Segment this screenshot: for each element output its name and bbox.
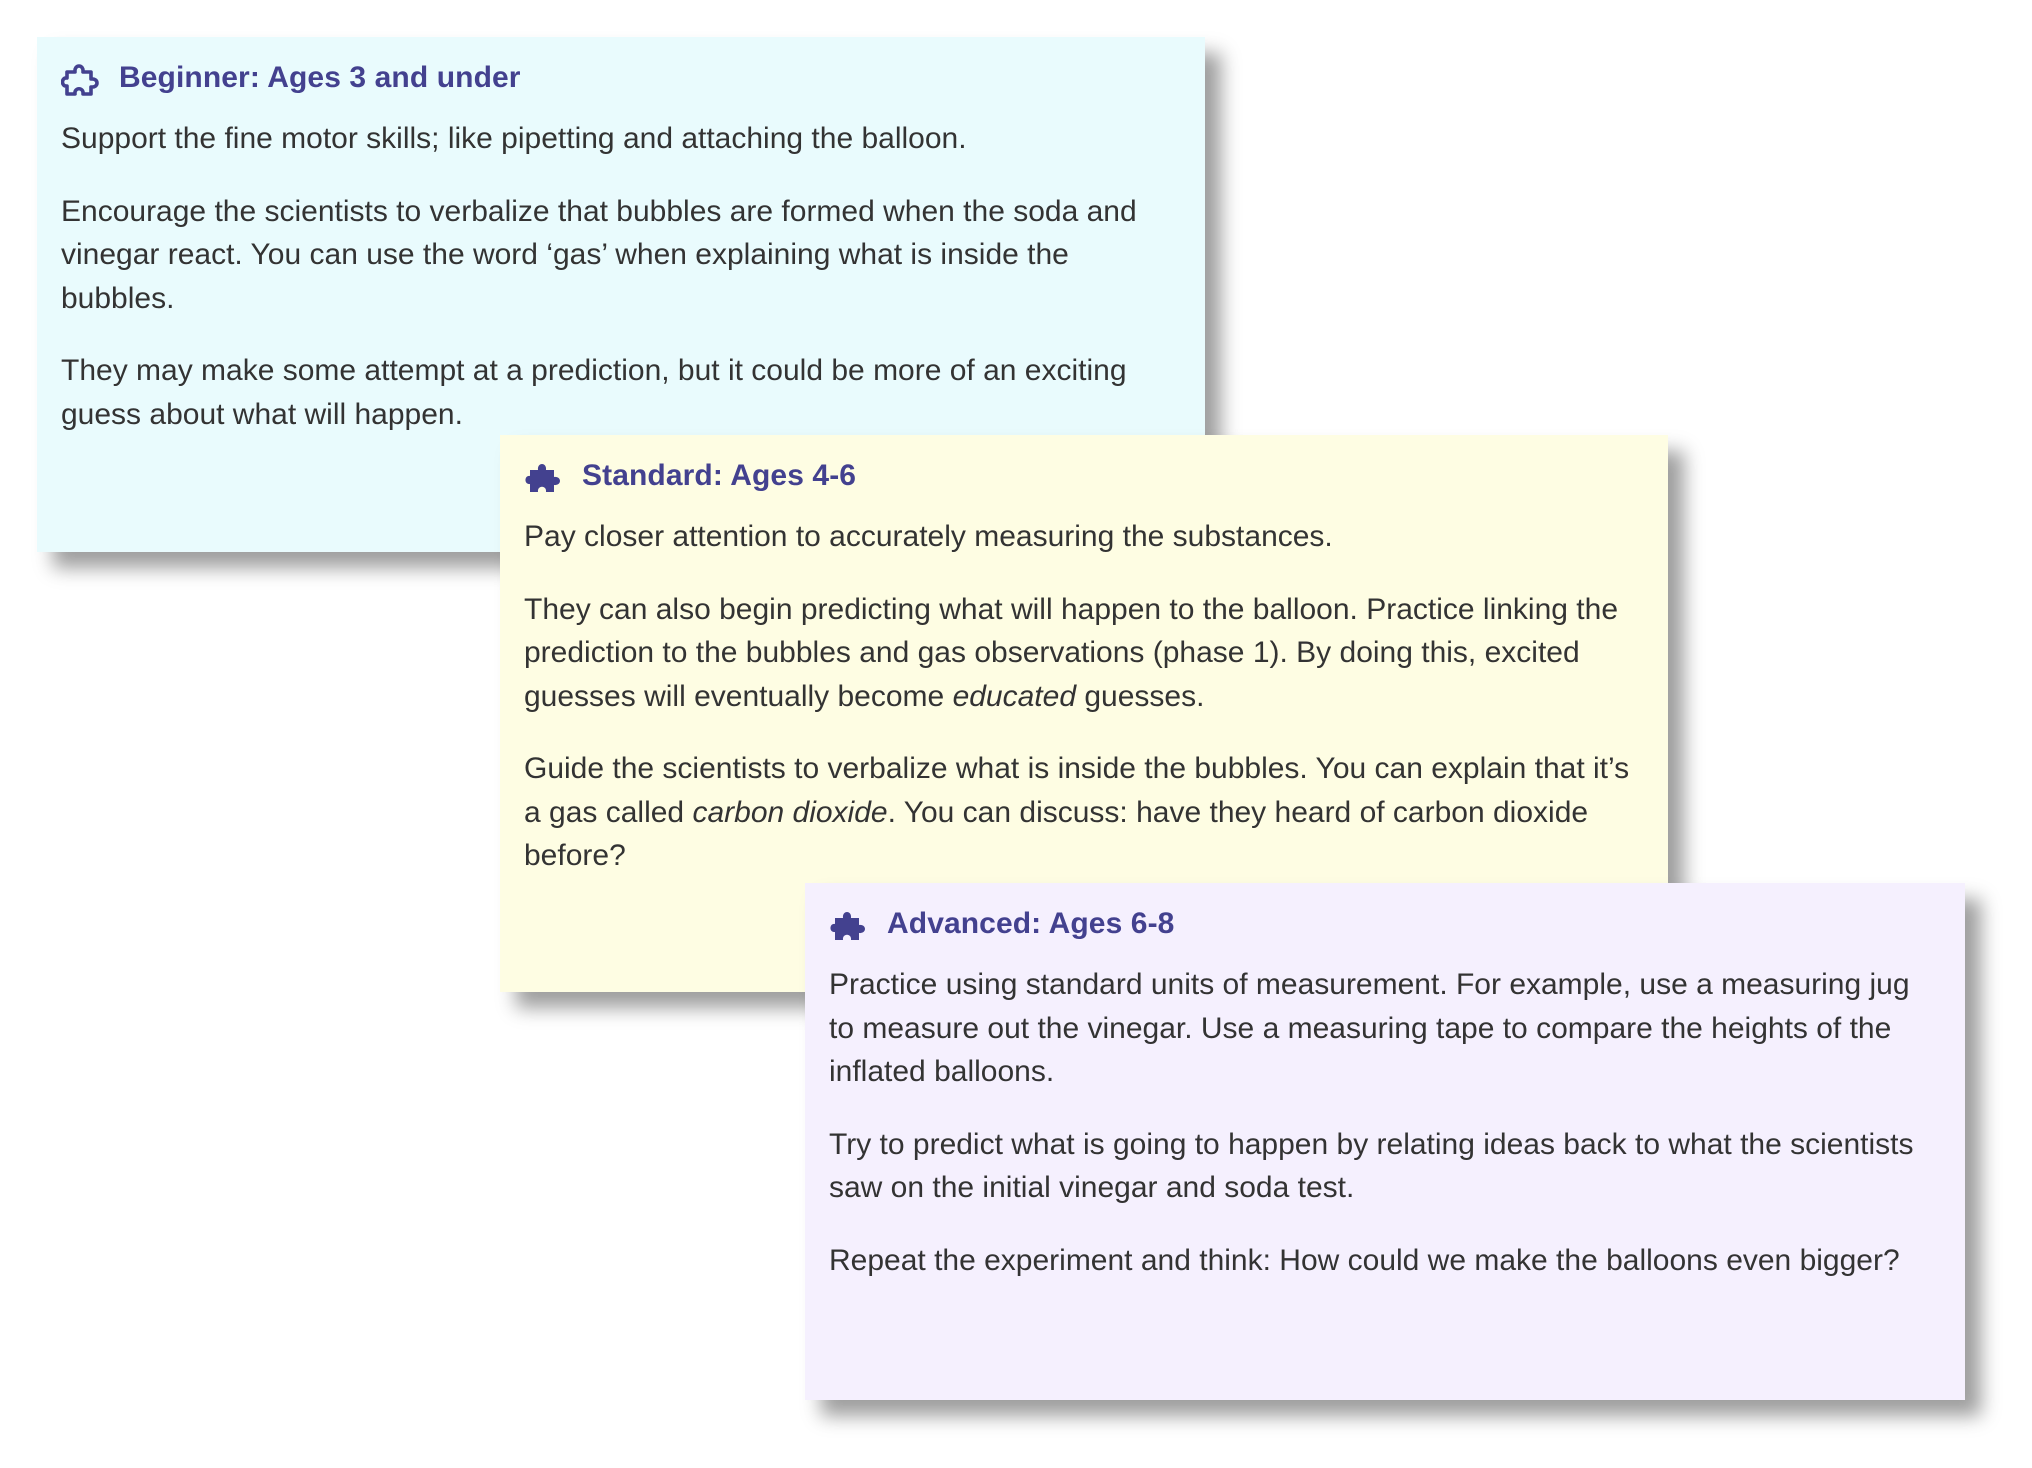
standard-paragraph: [524, 747, 1644, 878]
advanced-card-title: Advanced: Ages 6-8: [887, 907, 1175, 940]
standard-paragraph: Pay closer attention to accurately measuring the substances.: [524, 520, 1333, 553]
beginner-paragraph: Encourage the scientists to verbalize that bubbles are formed when the soda and vinegar react. You can use the word ‘gas’ when explaining what is inside the bubbles.: [61, 194, 1137, 315]
advanced-card-header: [829, 903, 1941, 945]
standard-paragraph-emphasis: educated: [952, 679, 1077, 713]
puzzle-piece-outline-icon: [61, 56, 105, 100]
standard-paragraph: [524, 588, 1644, 719]
advanced-paragraph: Repeat the experiment and think: How could we make the balloons even bigger?: [829, 1243, 1900, 1277]
standard-card-title: Standard: Ages 4-6: [582, 459, 857, 492]
standard-paragraph-text: Guide the scientists to verbalize what is inside the bubbles. You can explain that it’s a gas called: [524, 752, 1630, 829]
standard-card-header: [524, 455, 1644, 497]
puzzle-piece-filled-icon: [829, 902, 873, 946]
standard-paragraph-text: They can also begin predicting what will happen to the balloon. Practice linking the prediction to the bubbles and gas observations (phase 1). By doing this, excited guesses will eventually become: [524, 592, 1619, 713]
standard-paragraph-emphasis: carbon dioxide: [692, 795, 888, 829]
advanced-paragraph: Practice using standard units of measurement. For example, use a measuring jug to measure out the vinegar. Use a measuring tape to compare the heights of the inflated balloons.: [829, 968, 1910, 1088]
beginner-card-title: Beginner: Ages 3 and under: [119, 61, 521, 94]
beginner-paragraph: Support the fine motor skills; like pipetting and attaching the balloon.: [61, 122, 967, 155]
standard-paragraph-text: guesses.: [1076, 679, 1205, 713]
standard-paragraph-text: . You can discuss: have they heard of carbon dioxide before?: [524, 795, 1589, 872]
advanced-paragraph: Try to predict what is going to happen by relating ideas back to what the scientists saw on the initial vinegar and soda test.: [829, 1127, 1914, 1204]
beginner-card-header: [61, 57, 1181, 99]
advanced-card: [805, 883, 1965, 1400]
beginner-paragraph: They may make some attempt at a prediction, but it could be more of an exciting guess about what will happen.: [61, 354, 1127, 431]
puzzle-piece-half-icon: [524, 454, 568, 498]
